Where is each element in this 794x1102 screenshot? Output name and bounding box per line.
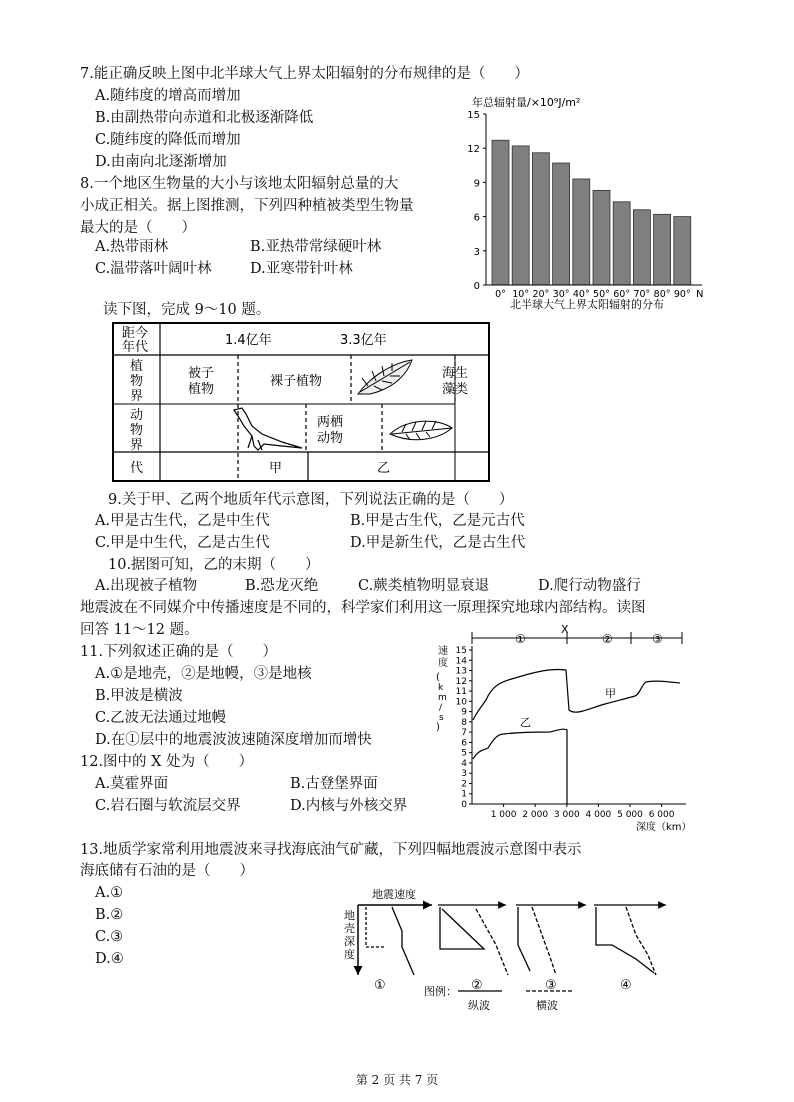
seismic-wave-chart [430, 624, 700, 834]
svg-text:动: 动 [130, 408, 144, 423]
time-1: 1.4亿年 [225, 333, 272, 348]
speed-label: 地震速度 [372, 888, 416, 901]
q12-option-c: C.岩石圈与软流层交界 [95, 798, 241, 814]
q10-option-b: B.恐龙灭绝 [245, 578, 319, 594]
q8-option-d: D.亚寒带针叶林 [250, 261, 353, 277]
plant-angiosperm-1: 被子 [188, 366, 215, 381]
animal-amphibian-1: 两栖 [317, 415, 344, 430]
svg-text:m: m [438, 693, 447, 703]
q8-stem-2: 小成正相关。据上图推测，下列四种植被类型生物量 [80, 198, 414, 214]
svg-text:壳: 壳 [344, 922, 355, 935]
q9-option-c: C.甲是中生代，乙是古生代 [95, 535, 270, 551]
svg-text:): ) [436, 722, 440, 733]
q11-option-a: A.①是地壳，②是地幔，③是地核 [95, 666, 312, 682]
seismic-y-tick-label: 13 [455, 666, 467, 677]
svg-text:速: 速 [438, 646, 448, 657]
seismic-x-tick-label: 1 000 [490, 810, 517, 820]
fish-fossil-icon [390, 421, 452, 440]
panel-3-label: ③ [545, 978, 557, 993]
intro-9-10: 读下图，完成 9～10 题。 [103, 302, 271, 318]
q9-option-a: A.甲是古生代，乙是中生代 [95, 513, 270, 529]
panel-2-label: ② [471, 978, 483, 993]
animal-amphibian-2: 动物 [317, 431, 344, 446]
dinosaur-fossil-icon [234, 408, 302, 450]
seismic-y-tick-label: 0 [461, 800, 467, 810]
wave-yi-label: 乙 [520, 716, 531, 729]
svg-text:物: 物 [130, 374, 144, 389]
x-tick-label: 20° [532, 289, 550, 300]
svg-text:s: s [439, 713, 444, 723]
seismic-xlabel: 深度（km） [636, 822, 692, 833]
q13-stem-1: 13.地质学家常利用地震波来寻找海底油气矿藏，下列四幅地震波示意图中表示 [80, 842, 582, 858]
svg-text:深: 深 [344, 935, 355, 948]
q11-stem: 11.下列叙述正确的是（ ） [80, 644, 278, 660]
bar [532, 153, 549, 285]
plant-algae-2: 藻类 [442, 382, 469, 397]
wave-jia-label: 甲 [605, 687, 616, 700]
y-tick-label: 3 [473, 246, 480, 258]
q12-option-b: B.古登堡界面 [290, 776, 378, 792]
seismic-y-tick-label: 8 [461, 717, 467, 728]
seismic-y-tick-label: 7 [461, 728, 467, 739]
seismic-y-tick-label: 15 [455, 646, 467, 656]
geologic-era-table [112, 322, 492, 484]
era-yi: 乙 [377, 461, 391, 476]
header-label-line1: 距今 [122, 326, 149, 341]
wave-jia-curve [473, 669, 680, 720]
q9-option-b: B.甲是古生代，乙是元古代 [350, 513, 525, 529]
q8-stem-1: 8.一个地区生物量的大小与该地太阳辐射总量的大 [80, 176, 399, 192]
layer-3-label: ③ [652, 632, 663, 646]
layer-2-label: ② [602, 632, 613, 646]
seismic-y-tick-label: 12 [455, 676, 467, 687]
chart-title: 北半球大气上界太阳辐射的分布 [510, 298, 664, 311]
bar [573, 179, 590, 285]
q10-option-d: D.爬行动物盛行 [538, 578, 641, 594]
q11-option-b: B.甲波是横波 [95, 688, 183, 704]
header-label-line2: 年代 [122, 340, 149, 355]
q13-option-c: C.③ [95, 929, 124, 945]
q10-option-a: A.出现被子植物 [95, 578, 198, 594]
x-tick-label: 0° [495, 289, 506, 300]
x-tick-label: 50° [593, 289, 610, 300]
x-tick-label: 70° [633, 289, 651, 300]
svg-text:(: ( [436, 672, 440, 683]
y-tick-label: 6 [473, 212, 480, 224]
bar [553, 163, 570, 285]
seismic-y-tick-label: 1 [461, 789, 467, 800]
seismic-y-tick-label: 14 [455, 656, 467, 667]
q12-option-d: D.内核与外核交界 [290, 798, 408, 814]
x-tick-label: 30° [552, 289, 570, 300]
time-2: 3.3亿年 [340, 333, 387, 348]
panel-1-label: ① [374, 978, 386, 993]
y-tick-label: 15 [467, 110, 480, 121]
bar [512, 146, 529, 285]
seismic-y-tick-label: 3 [461, 769, 467, 780]
seismic-x-tick-label: 5 000 [617, 810, 643, 820]
svg-text:地: 地 [344, 909, 355, 922]
seismic-x-tick-label: 4 000 [585, 810, 612, 820]
q7-option-b: B.由副热带向赤道和北极逐渐降低 [95, 110, 314, 126]
q11-option-c: C.乙波无法通过地幔 [95, 710, 227, 726]
x-mark-label: X [561, 624, 569, 636]
svg-text:物: 物 [130, 423, 144, 438]
x-tick-label: 90° [673, 289, 691, 300]
solar-radiation-bar-chart [462, 92, 722, 314]
x-tick-label: 40° [572, 289, 590, 300]
wave-panel-3 [516, 905, 586, 975]
q13-option-a: A.① [95, 885, 124, 901]
plant-gymnosperm: 裸子植物 [270, 374, 323, 389]
q11-option-d: D.在①层中的地震波波速随深度增加而增快 [95, 732, 372, 748]
plant-angiosperm-2: 植物 [188, 382, 215, 397]
q8-option-c: C.温带落叶阔叶林 [95, 261, 212, 277]
svg-text:度: 度 [344, 948, 355, 961]
bar [492, 140, 509, 285]
x-tick-label: 10° [512, 289, 530, 300]
bar [593, 190, 610, 285]
seismic-y-tick-label: 4 [461, 758, 467, 769]
legend-s-text: 横波 [536, 999, 558, 1012]
bar [613, 202, 630, 285]
svg-text:界: 界 [130, 389, 144, 404]
q10-option-c: C.蕨类植物明显衰退 [358, 578, 490, 594]
seismic-x-tick-label: 3 000 [553, 810, 580, 820]
bar [654, 214, 671, 285]
bar [674, 217, 691, 285]
svg-text:度: 度 [438, 658, 448, 669]
panel-4-label: ④ [620, 978, 632, 993]
seismic-y-tick-label: 6 [461, 738, 467, 749]
seismic-x-tick-label: 6 000 [648, 810, 675, 820]
q8-option-a: A.热带雨林 [95, 239, 169, 255]
wave-panel-4 [594, 905, 666, 975]
legend-label: 图例： [424, 985, 457, 998]
x-tick-label: 80° [653, 289, 671, 300]
fern-fossil-icon [358, 360, 412, 394]
wave-panel-2 [438, 905, 508, 975]
svg-text:k: k [438, 683, 444, 693]
oil-detection-wave-diagram [336, 885, 696, 1015]
seismic-y-tick-label: 5 [461, 748, 467, 759]
q7-option-a: A.随纬度的增高而增加 [95, 88, 241, 104]
row-era: 代 [130, 461, 144, 476]
q9-option-d: D.甲是新生代，乙是古生代 [350, 535, 526, 551]
wave-panel-1 [366, 907, 414, 975]
svg-text:植: 植 [130, 359, 144, 374]
plant-algae-1: 海生 [442, 366, 469, 381]
era-jia: 甲 [269, 461, 283, 476]
intro-11-12-1: 地震波在不同媒介中传播速度是不同的，科学家们利用这一原理探究地球内部结构。读图 [80, 600, 646, 616]
x-tick-label: 60° [613, 289, 631, 300]
seismic-y-tick-label: 11 [455, 687, 467, 698]
legend-p-text: 纵波 [468, 999, 490, 1012]
q13-option-d: D.④ [95, 951, 124, 967]
wave-yi-curve [473, 729, 567, 804]
y-tick-label: 12 [467, 144, 480, 156]
svg-text:界: 界 [130, 438, 144, 453]
q9-stem: 9.关于甲、乙两个地质年代示意图，下列说法正确的是（ ） [108, 492, 514, 508]
q12-stem: 12.图中的 X 处为（ ） [80, 754, 254, 770]
seismic-x-tick-label: 2 000 [522, 810, 549, 820]
q13-stem-2: 海底储有石油的是（ ） [80, 863, 254, 879]
q7-option-d: D.由南向北逐渐增加 [95, 154, 227, 170]
layer-1-label: ① [515, 632, 526, 646]
seismic-y-tick-label: 9 [461, 707, 467, 718]
x-suffix-label: N [696, 289, 704, 300]
q12-option-a: A.莫霍界面 [95, 776, 169, 792]
q7-stem: 7.能正确反映上图中北半球大气上界太阳辐射的分布规律的是（ ） [80, 66, 529, 82]
seismic-y-tick-label: 10 [455, 697, 467, 708]
intro-11-12-2: 回答 11～12 题。 [80, 622, 199, 638]
q13-option-b: B.② [95, 907, 124, 923]
y-tick-label: 0 [473, 281, 480, 292]
q10-stem: 10.据图可知，乙的末期（ ） [108, 557, 320, 573]
q8-stem-3: 最大的是（ ） [80, 220, 196, 236]
seismic-y-tick-label: 2 [461, 779, 467, 790]
bar [633, 210, 650, 285]
svg-text:/: / [439, 703, 443, 713]
y-tick-label: 9 [473, 178, 480, 190]
chart-ylabel: 年总辐射量/×10⁹J/m² [472, 96, 581, 109]
q8-option-b: B.亚热带常绿硬叶林 [250, 239, 382, 255]
q7-option-c: C.随纬度的降低而增加 [95, 132, 241, 148]
page-footer: 第 2 页 共 7 页 [355, 1073, 439, 1087]
